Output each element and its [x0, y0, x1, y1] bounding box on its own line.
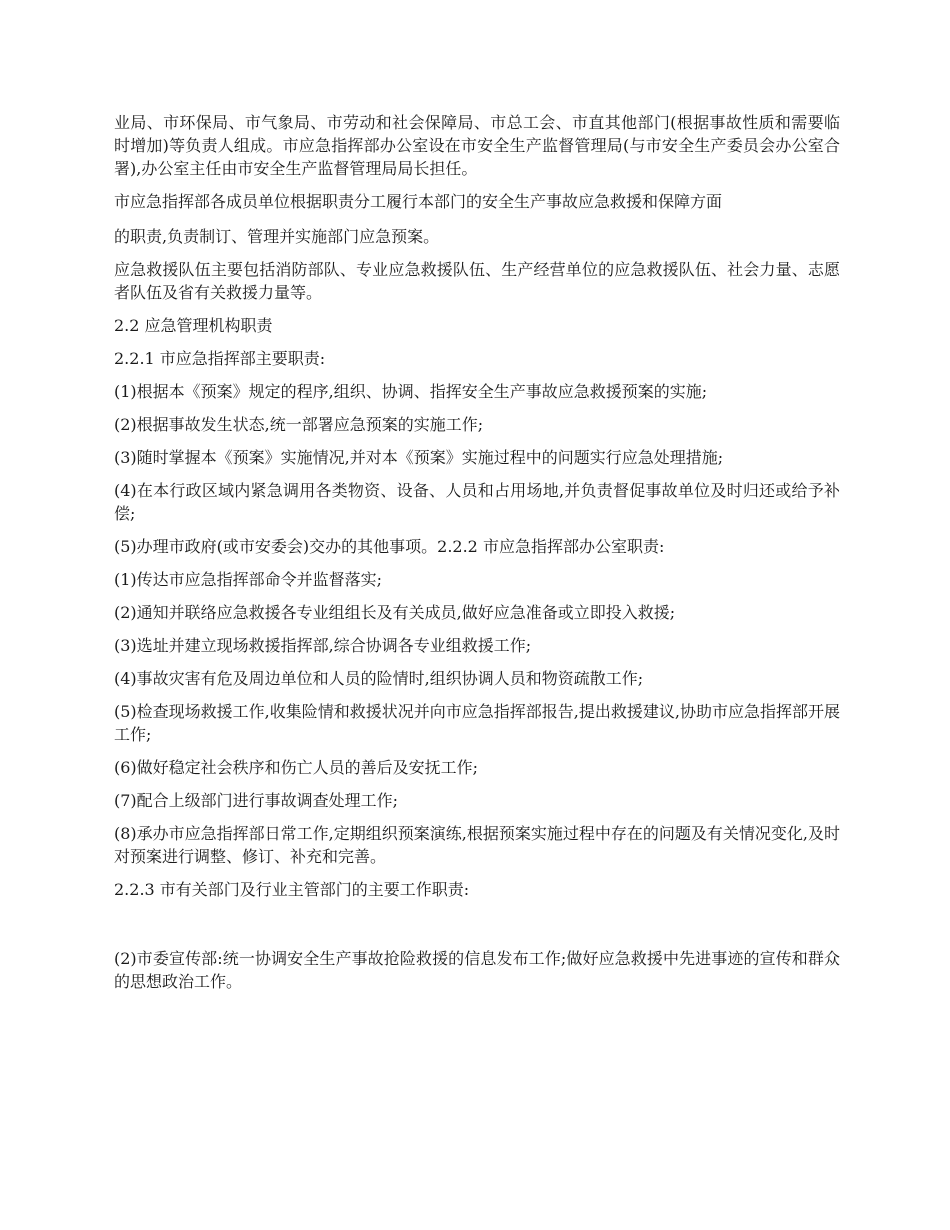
list-item-office-duty-7: (7)配合上级部门进行事故调查处理工作;	[114, 791, 399, 810]
list-item-office-duty-2: (2)通知并联络应急救援各专业组组长及有关成员,做好应急准备或立即投入救援;	[114, 603, 676, 622]
section-heading-2-2: 2.2 应急管理机构职责	[114, 316, 273, 335]
list-item-office-duty-4: (4)事故灾害有危及周边单位和人员的险情时,组织协调人员和物资疏散工作;	[114, 669, 644, 688]
paragraph-rescue-teams: 应急救援队伍主要包括消防部队、专业应急救援队伍、生产经营单位的应急救援队伍、社会力量、志愿者队伍及省有关救援力量等。	[114, 260, 840, 302]
list-item-office-duty-5: (5)检查现场救援工作,收集险情和救援状况并向市应急指挥部报告,提出救援建议,协助市应急指挥部开展工作;	[114, 702, 840, 744]
document-page	[114, 111, 840, 1003]
list-item-office-duty-6: (6)做好稳定社会秩序和伤亡人员的善后及安抚工作;	[114, 758, 479, 777]
list-item-duty-5: (5)办理市政府(或市安委会)交办的其他事项。2.2.2 市应急指挥部办公室职责:	[114, 537, 665, 556]
paragraph-member-duties-line1: 市应急指挥部各成员单位根据职责分工履行本部门的安全生产事故应急救援和保障方面	[114, 192, 723, 211]
blank-space	[114, 911, 840, 947]
list-item-duty-2: (2)根据事故发生状态,统一部署应急预案的实施工作;	[114, 415, 484, 434]
list-item-duty-1: (1)根据本《预案》规定的程序,组织、协调、指挥安全生产事故应急救援预案的实施;	[114, 382, 708, 401]
list-item-office-duty-8: (8)承办市应急指挥部日常工作,定期组织预案演练,根据预案实施过程中存在的问题及有关情况变化,及时对预案进行调整、修订、补充和完善。	[114, 824, 840, 866]
section-heading-2-2-3: 2.2.3 市有关部门及行业主管部门的主要工作职责:	[114, 880, 470, 899]
list-item-office-duty-3: (3)选址并建立现场救援指挥部,综合协调各专业组救援工作;	[114, 636, 532, 655]
paragraph-member-duties-line2: 的职责,负责制订、管理并实施部门应急预案。	[114, 227, 440, 246]
paragraph-committee-composition: 业局、市环保局、市气象局、市劳动和社会保障局、市总工会、市直其他部门(根据事故性质和需要临时增加)等负责人组成。市应急指挥部办公室设在市安全生产监督管理局(与市安全生产委员会办公室合署),办公室主任由市安全生产监督管理局局长担任。	[114, 113, 840, 178]
list-item-office-duty-1: (1)传达市应急指挥部命令并监督落实;	[114, 570, 383, 589]
section-heading-2-2-1: 2.2.1 市应急指挥部主要职责:	[114, 349, 326, 368]
list-item-duty-4: (4)在本行政区域内紧急调用各类物资、设备、人员和占用场地,并负责督促事故单位及时归还或给予补偿;	[114, 481, 840, 523]
list-item-duty-3: (3)随时掌握本《预案》实施情况,并对本《预案》实施过程中的问题实行应急处理措施;	[114, 448, 724, 467]
list-item-department-duty-2: (2)市委宣传部:统一协调安全生产事故抢险救援的信息发布工作;做好应急救援中先进事迹的宣传和群众的思想政治工作。	[114, 949, 840, 991]
